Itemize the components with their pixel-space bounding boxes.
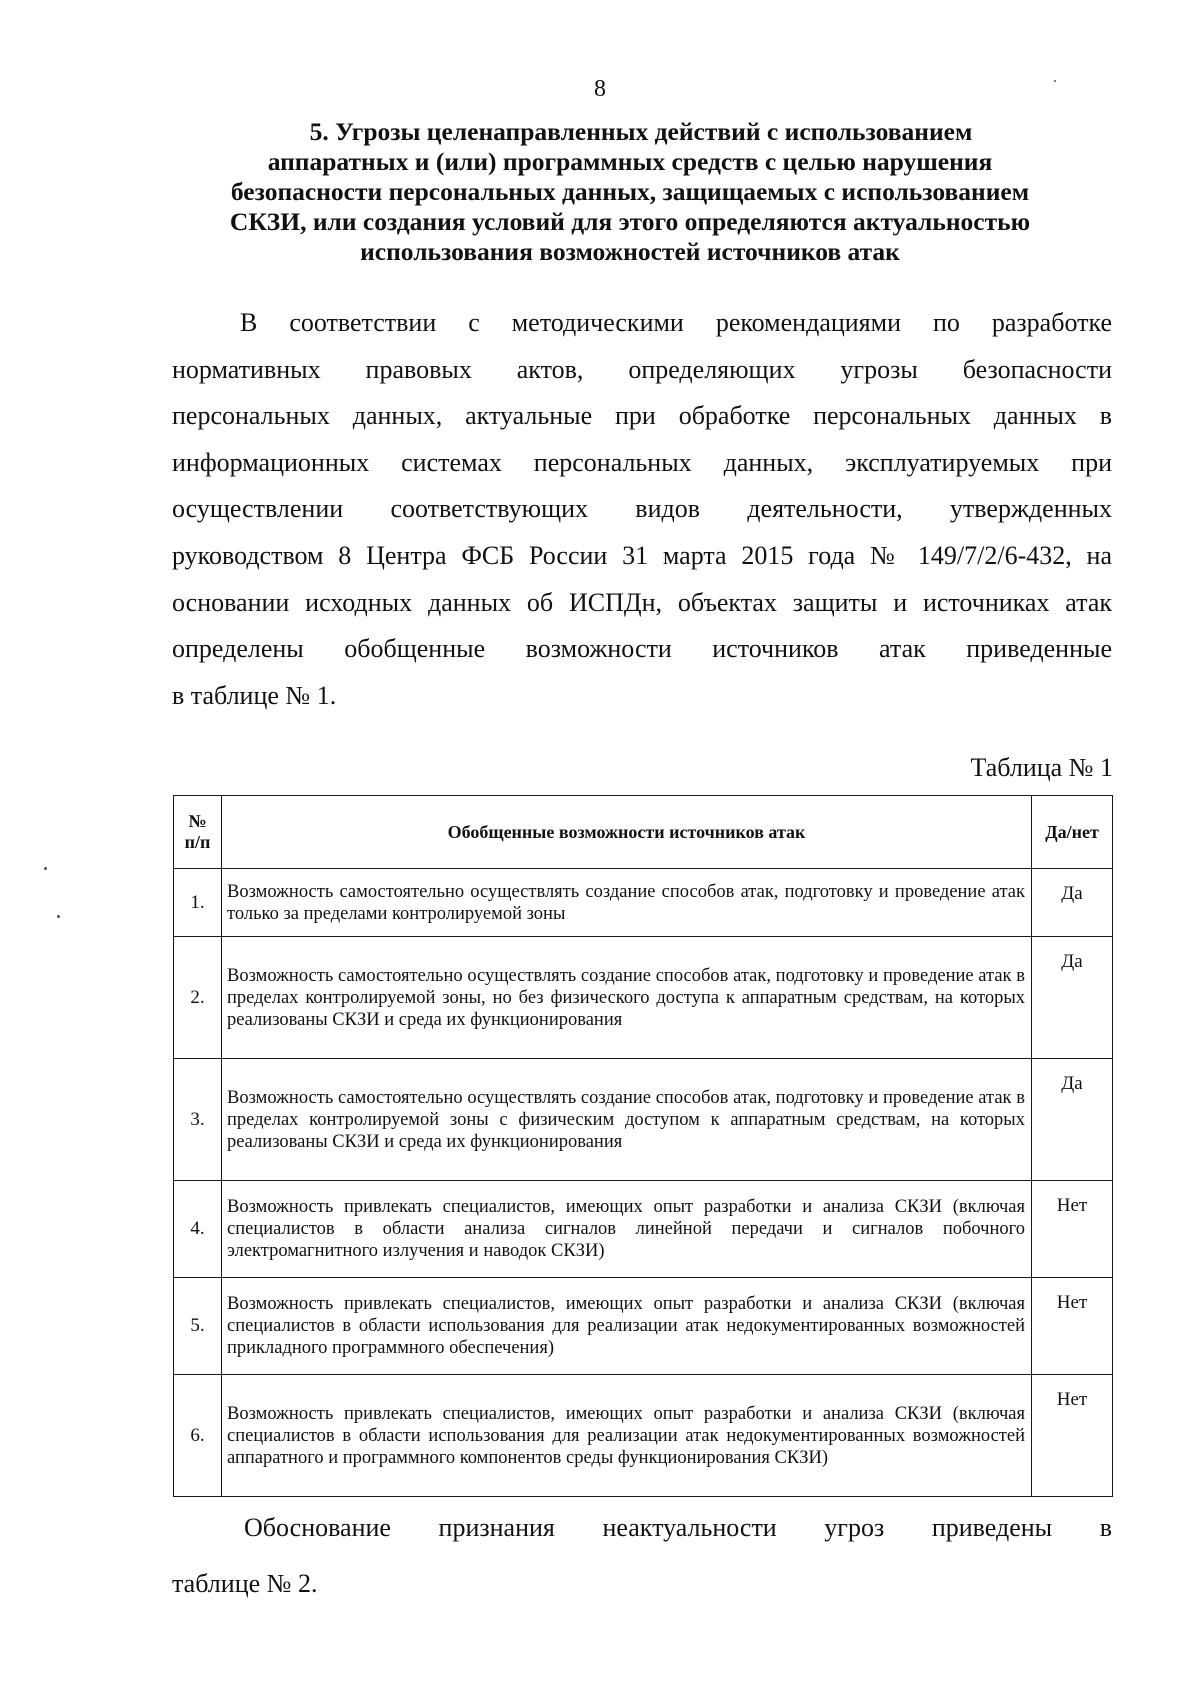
table-row	[174, 1278, 1113, 1375]
table-row	[174, 1059, 1113, 1181]
table-row	[174, 869, 1113, 937]
heading-line: безопасности персональных данных, защищаемых с использованием	[230, 177, 1030, 206]
paragraph-line: осуществлении соответствующих видов деятельности, утвержденных	[172, 494, 1112, 524]
page-number: 8	[594, 76, 606, 102]
heading-line: аппаратных и (или) программных средств с целью нарушения	[267, 147, 993, 176]
paragraph-line: руководством 8 Центра ФСБ России 31 марта 2015 года № 149/7/2/6-432, на	[172, 540, 1112, 570]
row-number: 5.	[174, 1278, 222, 1375]
row-description: Возможность самостоятельно осуществлять создание способов атак, подготовку и проведение атак в пределах контролируемой зоны с физическим доступом к аппаратным средствам, на которых реализованы СКЗИ и среда их функционирования	[222, 1059, 1032, 1181]
row-value: Да	[1032, 1059, 1113, 1181]
paragraph-line: определены обобщенные возможности источников атак приведенные	[172, 634, 1112, 664]
paragraph-line: таблице № 2.	[172, 1569, 318, 1598]
column-header-yes-no: Да/нет	[1032, 796, 1113, 869]
paragraph-line: нормативных правовых актов, определяющих угрозы безопасности	[172, 354, 1112, 384]
column-header-number	[174, 796, 222, 869]
column-header-description: Обобщенные возможности источников атак	[222, 796, 1032, 869]
section-heading	[150, 117, 1110, 267]
row-number: 3.	[174, 1059, 222, 1181]
column-header-number-line1: №	[188, 811, 207, 831]
row-description: Возможность привлекать специалистов, имеющих опыт разработки и анализа СКЗИ (включая специалистов в области использования для реализации атак недокументированных возможностей прикладного программного обеспечения)	[222, 1278, 1032, 1375]
row-value: Нет	[1032, 1278, 1113, 1375]
paragraph-line: Обоснование признания неактуальности угроз приведены в	[244, 1513, 1112, 1542]
scan-speck	[1054, 80, 1056, 82]
row-value: Нет	[1032, 1375, 1113, 1497]
scan-speck	[57, 915, 60, 918]
table-row	[174, 1181, 1113, 1278]
table-caption: Таблица № 1	[970, 753, 1113, 782]
paragraph-line: основании исходных данных об ИСПДн, объектах защиты и источниках атак	[172, 587, 1112, 617]
heading-line: использования возможностей источников атак	[360, 237, 900, 266]
intro-paragraph	[172, 300, 1112, 719]
table-row	[174, 937, 1113, 1059]
heading-line: СКЗИ, или создания условий для этого определяются актуальностью	[229, 207, 1031, 236]
row-description: Возможность самостоятельно осуществлять создание способов атак, подготовку и проведение атак в пределах контролируемой зоны, но без физического доступа к аппаратным средствам, на которых реализованы СКЗИ и среда их функционирования	[222, 937, 1032, 1059]
row-description: Возможность самостоятельно осуществлять создание способов атак, подготовку и проведение атак только за пределами контролируемой зоны	[222, 869, 1032, 937]
paragraph-line: в таблице № 1.	[172, 680, 337, 710]
capabilities-table	[173, 795, 1113, 1497]
row-value: Да	[1032, 937, 1113, 1059]
row-number: 2.	[174, 937, 222, 1059]
table-row	[174, 1375, 1113, 1497]
row-description: Возможность привлекать специалистов, имеющих опыт разработки и анализа СКЗИ (включая специалистов в области использования для реализации атак недокументированных возможностей аппаратного и программного компонентов среды функционирования СКЗИ)	[222, 1375, 1032, 1497]
row-number: 6.	[174, 1375, 222, 1497]
row-number: 4.	[174, 1181, 222, 1278]
scan-speck	[44, 867, 47, 870]
table-header-row	[174, 796, 1113, 869]
closing-paragraph	[172, 1500, 1112, 1612]
row-number: 1.	[174, 869, 222, 937]
row-value: Да	[1032, 869, 1113, 937]
paragraph-line: информационных системах персональных данных, эксплуатируемых при	[172, 447, 1112, 477]
row-value: Нет	[1032, 1181, 1113, 1278]
row-description: Возможность привлекать специалистов, имеющих опыт разработки и анализа СКЗИ (включая специалистов в области анализа сигналов линейной передачи и сигналов побочного электромагнитного излучения и наводок СКЗИ)	[222, 1181, 1032, 1278]
column-header-number-line2: п/п	[184, 832, 211, 852]
paragraph-line: В соответствии с методическими рекомендациями по разработке	[240, 308, 1112, 337]
paragraph-line: персональных данных, актуальные при обработке персональных данных в	[172, 401, 1112, 431]
heading-line: 5. Угрозы целенаправленных действий с использованием	[309, 117, 973, 146]
